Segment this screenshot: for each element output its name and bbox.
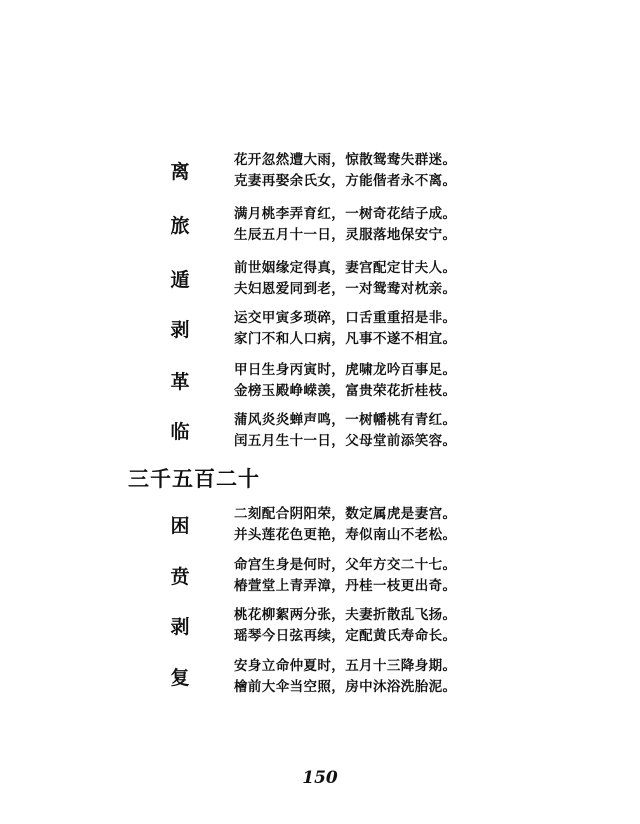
verse-line: 金榜玉殿峥嵘羡，富贵荣花折桂枝。 <box>234 383 457 399</box>
verse-line: 蒲风炎炎蝉声鸣，一树幡桃有青红。 <box>234 412 457 428</box>
entry-label: 困 <box>170 515 190 537</box>
verse-line: 夫妇恩爱同到老，一对鸳鸯对枕亲。 <box>234 281 457 297</box>
entry-verse <box>234 308 456 350</box>
entry-lin <box>0 410 640 454</box>
entry-verse <box>234 258 456 300</box>
entry-verse <box>234 360 456 402</box>
verse-line: 生辰五月十一日，灵服落地保安宁。 <box>234 227 457 243</box>
entry-verse <box>234 555 456 597</box>
verse-line: 瑶琴今日弦再续，定配黄氏寿命长。 <box>234 628 457 644</box>
verse-line: 克妻再娶余氏女，方能偕者永不离。 <box>234 173 457 189</box>
entry-verse <box>234 504 456 546</box>
verse-line: 命宫生身是何时，父年方交二十七。 <box>234 557 457 573</box>
section-title: 三千五百二十 <box>128 466 260 491</box>
entry-verse <box>234 656 456 698</box>
entry-label: 革 <box>170 371 190 393</box>
entry-verse <box>234 410 456 452</box>
verse-line: 前世姻缘定得真，妻宫配定甘夫人。 <box>234 260 457 276</box>
entry-label: 复 <box>170 667 190 689</box>
entry-label: 剥 <box>170 616 190 638</box>
entry-verse <box>234 605 456 647</box>
entry-fu <box>0 656 640 700</box>
entry-label: 离 <box>170 161 190 183</box>
verse-line: 家门不和人口病，凡事不遂不相宜。 <box>234 331 457 347</box>
verse-line: 檜前大伞当空照，房中沐浴洗胎泥。 <box>234 679 457 695</box>
entry-verse <box>234 204 456 246</box>
entry-label: 剥 <box>170 319 190 341</box>
entry-label: 临 <box>170 421 190 443</box>
entry-label: 旅 <box>170 215 190 237</box>
verse-line: 二刻配合阴阳荣，数定属虎是妻宫。 <box>234 506 457 522</box>
verse-line: 安身立命仲夏时，五月十三降身期。 <box>234 658 457 674</box>
entry-label: 贲 <box>170 566 190 588</box>
verse-line: 满月桃李弄育红，一树奇花结子成。 <box>234 206 457 222</box>
entry-bo-2 <box>0 605 640 649</box>
entry-bo <box>0 308 640 352</box>
entry-verse <box>234 150 456 192</box>
verse-line: 并头莲花色更艳，寿似南山不老松。 <box>234 527 457 543</box>
entry-bi <box>0 555 640 599</box>
verse-line: 运交甲寅多琐碎，口舌重重招是非。 <box>234 310 457 326</box>
entry-label: 遁 <box>170 269 190 291</box>
verse-line: 花开忽然遭大雨，惊散鸳鸯失群迷。 <box>234 152 457 168</box>
verse-line: 闰五月生十一日，父母堂前添笑容。 <box>234 433 457 449</box>
entry-dun <box>0 258 640 302</box>
verse-line: 椿萱堂上青弄漳，丹桂一枝更出奇。 <box>234 578 457 594</box>
verse-line: 甲日生身丙寅时，虎啸龙吟百事足。 <box>234 362 457 378</box>
entry-ge <box>0 360 640 404</box>
entry-li <box>0 150 640 194</box>
verse-line: 桃花柳絮两分张，夫妻折散乱飞扬。 <box>234 607 457 623</box>
entry-kun <box>0 504 640 548</box>
page-number: 150 <box>302 768 338 788</box>
entry-lv <box>0 204 640 248</box>
